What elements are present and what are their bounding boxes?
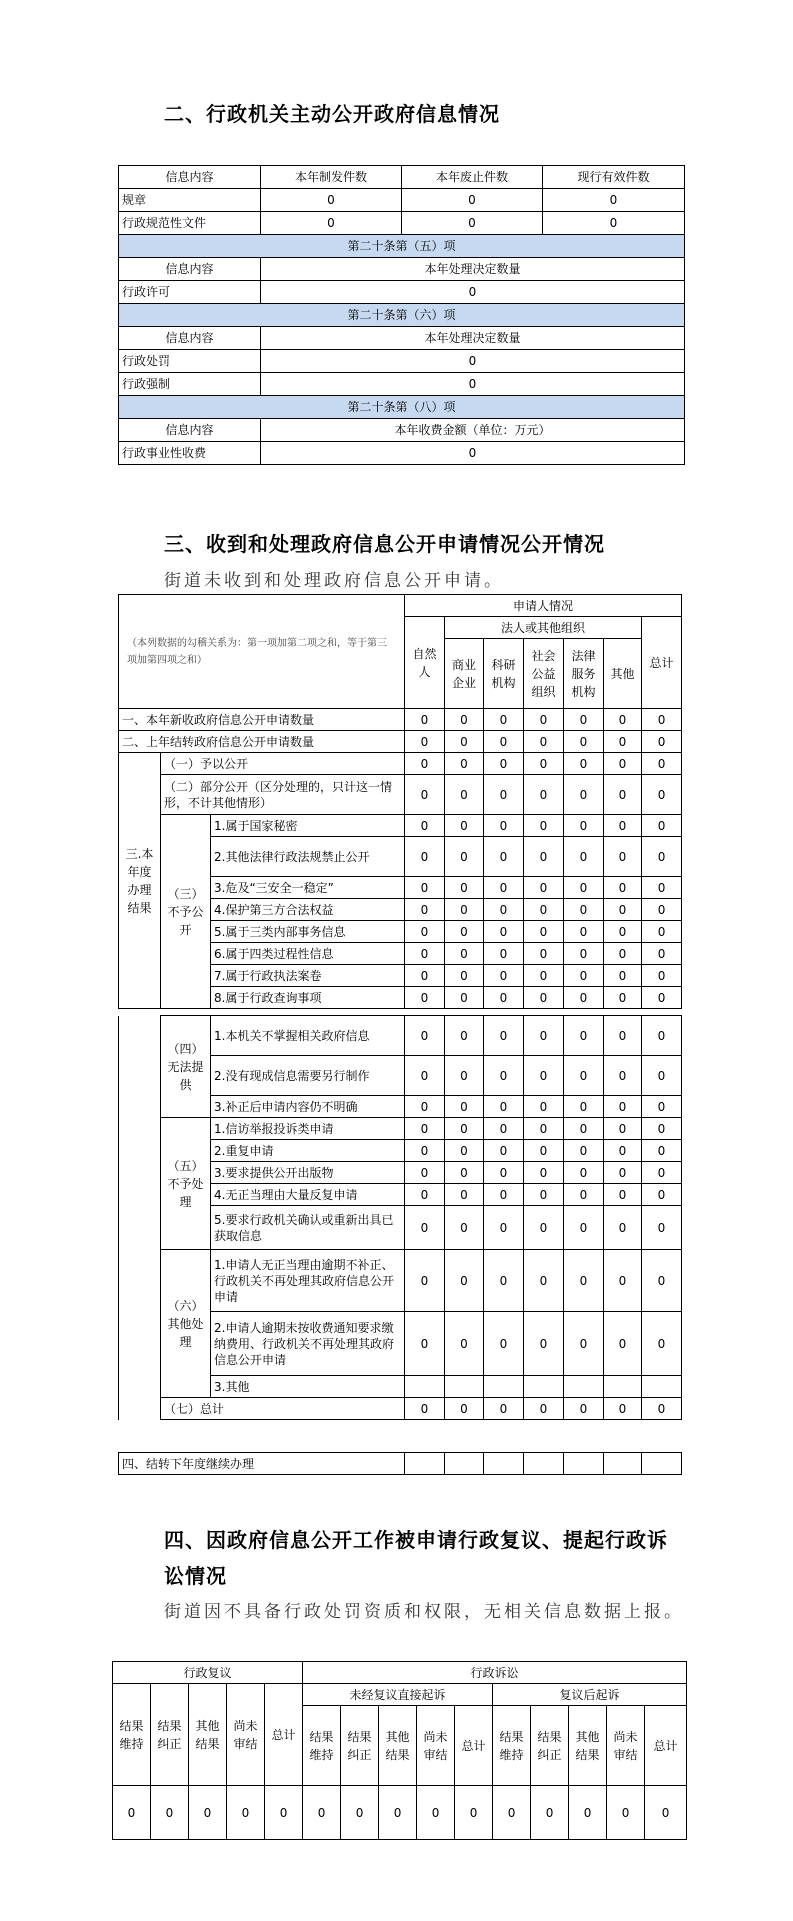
row-label: 6.属于四类过程性信息 — [211, 943, 405, 965]
cell-value: 0 — [405, 753, 445, 775]
row-label: 2.重复申请 — [211, 1140, 405, 1162]
cell-value: 0 — [445, 899, 484, 921]
col-header: 自然人 — [405, 617, 445, 709]
cell-value: 0 — [484, 837, 524, 877]
group-label: （五）不予处理 — [161, 1118, 211, 1250]
table-row — [119, 815, 682, 837]
cell-value: 0 — [645, 1786, 687, 1840]
cell-value: 0 — [642, 877, 682, 899]
cell-value: 0 — [261, 281, 685, 304]
col-header: 法律服务机构 — [564, 639, 604, 709]
table-header: 信息内容 — [119, 327, 261, 350]
band-header: 第二十条第（八）项 — [119, 396, 685, 419]
cell-value: 0 — [642, 815, 682, 837]
table-row — [119, 281, 685, 304]
table-row — [119, 1118, 682, 1140]
cell-value: 0 — [604, 965, 642, 987]
cell-value: 0 — [604, 1312, 642, 1376]
cell-value: 0 — [484, 1140, 524, 1162]
cell-value: 0 — [531, 1786, 569, 1840]
cell-value: 0 — [564, 1056, 604, 1096]
cell-value: 0 — [564, 1016, 604, 1056]
cell-value: 0 — [642, 1184, 682, 1206]
row-label: （二）部分公开（区分处理的，只计这一情形，不计其他情形） — [161, 775, 405, 815]
cell-value: 0 — [604, 709, 642, 731]
table-header: 信息内容 — [119, 419, 261, 442]
cell-value: 0 — [642, 1206, 682, 1250]
cell-value: 0 — [445, 775, 484, 815]
table-row — [119, 731, 682, 753]
cell-value: 0 — [261, 350, 685, 373]
table-row — [113, 1786, 687, 1840]
row-label: 1.属于国家秘密 — [211, 815, 405, 837]
cell-value: 0 — [524, 775, 564, 815]
cell-value: 0 — [642, 1140, 682, 1162]
legal-org-header: 法人或其他组织 — [445, 617, 642, 639]
cell-value: 0 — [524, 1140, 564, 1162]
cell-value: 0 — [642, 753, 682, 775]
row-label: 行政事业性收费 — [119, 442, 261, 465]
cell-value: 0 — [564, 943, 604, 965]
row-label: 4.保护第三方合法权益 — [211, 899, 405, 921]
cell-value: 0 — [564, 877, 604, 899]
row-label: 5.属于三类内部事务信息 — [211, 921, 405, 943]
cell-value: 0 — [564, 753, 604, 775]
group-label: （四）无法提供 — [161, 1016, 211, 1118]
cell-value: 0 — [564, 815, 604, 837]
cell-value: 0 — [604, 837, 642, 877]
group-label: 三.本年度办理结果 — [119, 753, 161, 1009]
col-header: 结果维持 — [303, 1706, 341, 1786]
cell-value: 0 — [493, 1786, 531, 1840]
cell-value: 0 — [405, 1016, 445, 1056]
row-label: 一、本年新收政府信息公开申请数量 — [119, 709, 405, 731]
cell-value: 0 — [524, 1016, 564, 1056]
cell-value: 0 — [484, 815, 524, 837]
cell-value: 0 — [484, 1312, 524, 1376]
cell-value: 0 — [642, 921, 682, 943]
cell-value: 0 — [445, 1162, 484, 1184]
cell-value: 0 — [445, 709, 484, 731]
col-header: 其他结果 — [569, 1706, 607, 1786]
cell-value: 0 — [445, 943, 484, 965]
cell-value: 0 — [564, 1250, 604, 1312]
row-label: 四、结转下年度继续办理 — [119, 1453, 405, 1475]
cell-value: 0 — [642, 1312, 682, 1376]
cell-value: 0 — [484, 1096, 524, 1118]
cell-value: 0 — [445, 1250, 484, 1312]
cell-value: 0 — [604, 1118, 642, 1140]
col-header: 商业企业 — [445, 639, 484, 709]
table-header: 信息内容 — [119, 166, 261, 189]
col-header: 科研机构 — [484, 639, 524, 709]
row-label: 2.其他法律行政法规禁止公开 — [211, 837, 405, 877]
table-header: 现行有效件数 — [543, 166, 685, 189]
col-header: 其他结果 — [379, 1706, 417, 1786]
cell-value: 0 — [604, 753, 642, 775]
cell-value: 0 — [402, 212, 543, 235]
cell-value: 0 — [417, 1786, 455, 1840]
section3-title: 三、收到和处理政府信息公开申请情况公开情况 — [164, 532, 605, 556]
cell-value: 0 — [405, 987, 445, 1009]
row-label: 5.要求行政机关确认或重新出具已获取信息 — [211, 1206, 405, 1250]
table-header: 本年处理决定数量 — [261, 258, 685, 281]
cell-value: 0 — [642, 731, 682, 753]
cell-value: 0 — [543, 189, 685, 212]
col-header: 结果纠正 — [341, 1706, 379, 1786]
application-table-continued — [118, 1015, 682, 1420]
note-cell: （本列数据的勾稽关系为：第一项加第二项之和，等于第三项加第四项之和） — [119, 595, 405, 709]
cell-value: 0 — [642, 775, 682, 815]
cell-value: 0 — [445, 1096, 484, 1118]
cell-value: 0 — [524, 1096, 564, 1118]
table-header: 本年废止件数 — [402, 166, 543, 189]
cell-value: 0 — [261, 212, 402, 235]
active-disclosure-table — [118, 165, 685, 465]
cell-value: 0 — [604, 1056, 642, 1096]
table-row — [119, 350, 685, 373]
row-label: （一）予以公开 — [161, 753, 405, 775]
cell-value: 0 — [445, 987, 484, 1009]
cell-value: 0 — [564, 965, 604, 987]
cell-value: 0 — [405, 899, 445, 921]
cell-value: 0 — [524, 877, 564, 899]
cell-value: 0 — [564, 1184, 604, 1206]
cell-value: 0 — [484, 1250, 524, 1312]
col-header: 总计 — [455, 1706, 493, 1786]
row-label: 2.申请人逾期未按收费通知要求缴纳费用、行政机关不再处理其政府信息公开申请 — [211, 1312, 405, 1376]
cell-value: 0 — [484, 731, 524, 753]
band-header: 第二十条第（五）项 — [119, 235, 685, 258]
cell-value: 0 — [405, 943, 445, 965]
cell-value: 0 — [564, 775, 604, 815]
col-header: 结果维持 — [493, 1706, 531, 1786]
cell-value: 0 — [484, 899, 524, 921]
cell-value: 0 — [261, 189, 402, 212]
cell-value: 0 — [341, 1786, 379, 1840]
section4-title — [164, 1522, 684, 1594]
row-label: 规章 — [119, 189, 261, 212]
cell-value: 0 — [564, 1206, 604, 1250]
cell-value: 0 — [604, 1162, 642, 1184]
cell-value: 0 — [524, 943, 564, 965]
row-label: （七）总计 — [161, 1398, 405, 1420]
cell-value: 0 — [569, 1786, 607, 1840]
col-header: 结果维持 — [113, 1684, 151, 1786]
cell-value: 0 — [445, 1184, 484, 1206]
cell-value: 0 — [604, 815, 642, 837]
cell-value: 0 — [642, 943, 682, 965]
cell-value: 0 — [445, 731, 484, 753]
row-label: 行政规范性文件 — [119, 212, 261, 235]
row-label: 1.本机关不掌握相关政府信息 — [211, 1016, 405, 1056]
cell-value: 0 — [405, 1118, 445, 1140]
cell-value: 0 — [642, 965, 682, 987]
cell-value: 0 — [642, 1398, 682, 1420]
cell-value: 0 — [604, 921, 642, 943]
cell-value: 0 — [303, 1786, 341, 1840]
cell-value: 0 — [445, 837, 484, 877]
cell-value: 0 — [484, 987, 524, 1009]
cell-value: 0 — [524, 837, 564, 877]
col-header: 尚未审结 — [417, 1706, 455, 1786]
cell-value: 0 — [484, 877, 524, 899]
table-row — [119, 442, 685, 465]
row-label: 4.无正当理由大量反复申请 — [211, 1184, 405, 1206]
cell-value: 0 — [445, 965, 484, 987]
cell-value: 0 — [564, 987, 604, 1009]
cell-value: 0 — [604, 987, 642, 1009]
cell-value: 0 — [484, 1016, 524, 1056]
cell-value: 0 — [405, 1184, 445, 1206]
cell-value: 0 — [604, 1206, 642, 1250]
cell-value: 0 — [642, 837, 682, 877]
review-header: 行政复议 — [113, 1662, 303, 1684]
cell-value: 0 — [564, 837, 604, 877]
cell-value: 0 — [405, 965, 445, 987]
row-label: 3.其他 — [211, 1376, 405, 1398]
cell-value: 0 — [445, 877, 484, 899]
row-label: 8.属于行政查询事项 — [211, 987, 405, 1009]
applicant-header: 申请人情况 — [405, 595, 682, 617]
table-header: 本年收费金额（单位：万元） — [261, 419, 685, 442]
row-label: 行政处罚 — [119, 350, 261, 373]
cell-value: 0 — [564, 921, 604, 943]
application-table — [118, 594, 682, 1009]
cell-value: 0 — [405, 1312, 445, 1376]
cell-value: 0 — [445, 1398, 484, 1420]
cell-value: 0 — [405, 877, 445, 899]
cell-value: 0 — [402, 189, 543, 212]
cell-value: 0 — [642, 1016, 682, 1056]
cell-value: 0 — [445, 1016, 484, 1056]
section3-paragraph: 街道未收到和处理政府信息公开申请。 — [164, 571, 504, 591]
cell-value: 0 — [564, 1118, 604, 1140]
cell-value: 0 — [642, 899, 682, 921]
group-spacer — [119, 1016, 161, 1420]
cell-value: 0 — [607, 1786, 645, 1840]
cell-value: 0 — [445, 921, 484, 943]
cell-value: 0 — [524, 731, 564, 753]
cell-value: 0 — [484, 1398, 524, 1420]
cell-value: 0 — [524, 987, 564, 1009]
cell-value: 0 — [564, 1140, 604, 1162]
cell-value: 0 — [564, 1312, 604, 1376]
cell-value: 0 — [405, 1398, 445, 1420]
cell-value: 0 — [604, 1398, 642, 1420]
cell-value: 0 — [484, 709, 524, 731]
cell-value: 0 — [484, 775, 524, 815]
cell-value: 0 — [405, 1140, 445, 1162]
section4-title-text: 四、因政府信息公开工作被申请行政复议、提起行政诉讼情况 — [164, 1528, 668, 1588]
cell-value: 0 — [484, 753, 524, 775]
col-header: 总计 — [642, 617, 682, 709]
col-header: 结果纠正 — [151, 1684, 189, 1786]
cell-value: 0 — [642, 1250, 682, 1312]
col-header: 尚未审结 — [607, 1706, 645, 1786]
cell-value: 0 — [455, 1786, 493, 1840]
cell-value: 0 — [405, 1206, 445, 1250]
row-label: 3.要求提供公开出版物 — [211, 1162, 405, 1184]
col-header: 总计 — [645, 1706, 687, 1786]
cell-value: 0 — [642, 709, 682, 731]
cell-value: 0 — [151, 1786, 189, 1840]
cell-value: 0 — [445, 1312, 484, 1376]
cell-value: 0 — [642, 987, 682, 1009]
col-header: 其他结果 — [189, 1684, 227, 1786]
cell-value: 0 — [405, 731, 445, 753]
cell-value: 0 — [604, 899, 642, 921]
cell-value: 0 — [642, 1096, 682, 1118]
cell-value: 0 — [484, 1118, 524, 1140]
cell-value: 0 — [405, 1096, 445, 1118]
cell-value: 0 — [524, 899, 564, 921]
cell-value: 0 — [604, 943, 642, 965]
row-label: 1.申请人无正当理由逾期不补正、行政机关不再处理其政府信息公开申请 — [211, 1250, 405, 1312]
cell-value: 0 — [524, 1184, 564, 1206]
cell-value: 0 — [445, 1118, 484, 1140]
after-header: 复议后起诉 — [493, 1684, 687, 1706]
cell-value: 0 — [405, 921, 445, 943]
cell-value: 0 — [484, 921, 524, 943]
cell-value: 0 — [227, 1786, 265, 1840]
table-row — [119, 1250, 682, 1312]
cell-value: 0 — [604, 1140, 642, 1162]
table-header: 信息内容 — [119, 258, 261, 281]
col-header: 结果纠正 — [531, 1706, 569, 1786]
cell-value: 0 — [379, 1786, 417, 1840]
col-header: 其他 — [604, 639, 642, 709]
cell-value: 0 — [604, 731, 642, 753]
table-row — [119, 373, 685, 396]
cell-value: 0 — [604, 1096, 642, 1118]
table-header: 本年制发件数 — [261, 166, 402, 189]
review-lawsuit-table — [112, 1661, 687, 1840]
carryover-table — [118, 1452, 682, 1475]
cell-value: 0 — [484, 965, 524, 987]
cell-value: 0 — [261, 373, 685, 396]
group-label: （六）其他处理 — [161, 1250, 211, 1398]
cell-value: 0 — [604, 1250, 642, 1312]
cell-value: 0 — [484, 1206, 524, 1250]
cell-value: 0 — [484, 1184, 524, 1206]
cell-value: 0 — [445, 1056, 484, 1096]
cell-value: 0 — [543, 212, 685, 235]
cell-value: 0 — [524, 709, 564, 731]
direct-header: 未经复议直接起诉 — [303, 1684, 493, 1706]
row-label: 3.危及“三安全一稳定” — [211, 877, 405, 899]
cell-value: 0 — [524, 1162, 564, 1184]
cell-value: 0 — [113, 1786, 151, 1840]
cell-value: 0 — [564, 1162, 604, 1184]
cell-value: 0 — [524, 753, 564, 775]
cell-value: 0 — [642, 1162, 682, 1184]
col-header: 社会公益组织 — [524, 639, 564, 709]
cell-value: 0 — [405, 837, 445, 877]
cell-value: 0 — [564, 899, 604, 921]
cell-value: 0 — [405, 1162, 445, 1184]
cell-value: 0 — [405, 1250, 445, 1312]
cell-value: 0 — [524, 921, 564, 943]
cell-value: 0 — [524, 1398, 564, 1420]
table-header: 本年处理决定数量 — [261, 327, 685, 350]
table-row — [119, 212, 685, 235]
cell-value: 0 — [524, 815, 564, 837]
table-row — [119, 775, 682, 815]
row-label: 行政强制 — [119, 373, 261, 396]
row-label: 7.属于行政执法案卷 — [211, 965, 405, 987]
cell-value: 0 — [261, 442, 685, 465]
cell-value: 0 — [189, 1786, 227, 1840]
table-row — [119, 1398, 682, 1420]
lawsuit-header: 行政诉讼 — [303, 1662, 687, 1684]
cell-value: 0 — [405, 1056, 445, 1096]
table-row — [119, 1453, 682, 1475]
cell-value: 0 — [564, 1398, 604, 1420]
cell-value: 0 — [405, 709, 445, 731]
row-label: 1.信访举报投诉类申请 — [211, 1118, 405, 1140]
cell-value: 0 — [564, 731, 604, 753]
cell-value: 0 — [445, 1140, 484, 1162]
cell-value: 0 — [524, 1118, 564, 1140]
table-row — [119, 189, 685, 212]
cell-value: 0 — [445, 815, 484, 837]
row-label: 行政许可 — [119, 281, 261, 304]
section2-title: 二、行政机关主动公开政府信息情况 — [164, 102, 500, 126]
cell-value: 0 — [524, 965, 564, 987]
cell-value: 0 — [604, 775, 642, 815]
row-label: 3.补正后申请内容仍不明确 — [211, 1096, 405, 1118]
table-row — [119, 753, 682, 775]
band-header: 第二十条第（六）项 — [119, 304, 685, 327]
cell-value: 0 — [484, 1162, 524, 1184]
row-label: 2.没有现成信息需要另行制作 — [211, 1056, 405, 1096]
group-label: （三）不予公开 — [161, 815, 211, 1009]
cell-value: 0 — [524, 1056, 564, 1096]
cell-value: 0 — [564, 709, 604, 731]
row-label: 二、上年结转政府信息公开申请数量 — [119, 731, 405, 753]
cell-value: 0 — [604, 1184, 642, 1206]
cell-value: 0 — [445, 753, 484, 775]
cell-value: 0 — [604, 877, 642, 899]
table-row — [119, 709, 682, 731]
col-header: 总计 — [265, 1684, 303, 1786]
cell-value: 0 — [642, 1118, 682, 1140]
cell-value: 0 — [265, 1786, 303, 1840]
cell-value: 0 — [524, 1312, 564, 1376]
section4-paragraph: 街道因不具备行政处罚资质和权限，无相关信息数据上报。 — [164, 1602, 684, 1622]
cell-value: 0 — [524, 1250, 564, 1312]
cell-value: 0 — [405, 775, 445, 815]
cell-value: 0 — [524, 1206, 564, 1250]
table-row — [119, 1016, 682, 1056]
cell-value: 0 — [484, 943, 524, 965]
col-header: 尚未审结 — [227, 1684, 265, 1786]
cell-value: 0 — [405, 815, 445, 837]
cell-value: 0 — [642, 1056, 682, 1096]
cell-value: 0 — [564, 1096, 604, 1118]
cell-value: 0 — [484, 1056, 524, 1096]
cell-value: 0 — [445, 1206, 484, 1250]
cell-value: 0 — [604, 1016, 642, 1056]
